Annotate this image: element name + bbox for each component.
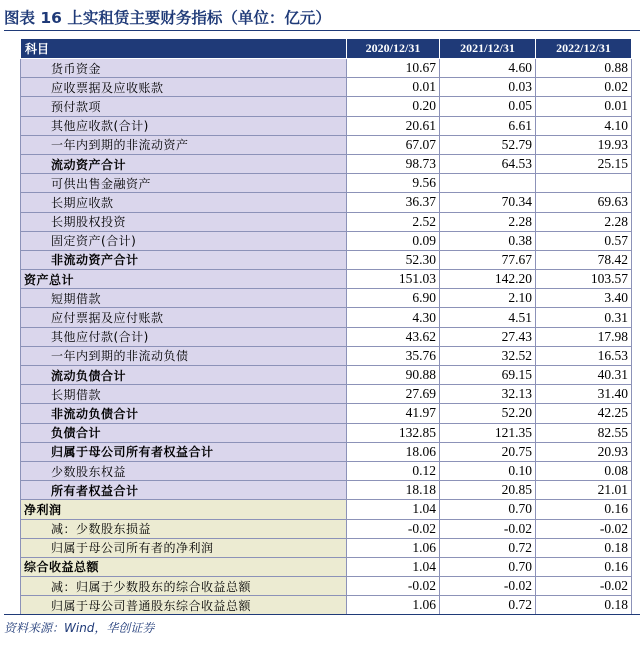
row-label: 减：少数股东损益 [21,519,347,538]
row-label: 短期借款 [21,289,347,308]
cell-2022: 17.98 [536,327,632,346]
cell-2020: 1.06 [347,596,440,615]
row-label: 一年内到期的非流动负债 [21,346,347,365]
cell-2022: 4.10 [536,116,632,135]
cell-2022: 0.18 [536,538,632,557]
cell-2021 [440,174,536,193]
cell-2020: 132.85 [347,423,440,442]
table-row [21,135,632,154]
table-row [21,212,632,231]
row-label: 所有者权益合计 [21,481,347,500]
cell-2020: 0.20 [347,97,440,116]
cell-2021: 0.03 [440,78,536,97]
cell-2022: 21.01 [536,481,632,500]
table-header-row [21,39,632,59]
cell-2022: -0.02 [536,577,632,596]
row-label: 负债合计 [21,423,347,442]
row-label: 归属于母公司所有者的净利润 [21,538,347,557]
figure-title: 图表 16 上实租赁主要财务指标（单位：亿元） [4,6,640,31]
cell-2021: 52.20 [440,404,536,423]
cell-2021: -0.02 [440,519,536,538]
cell-2020: 98.73 [347,154,440,173]
cell-2020: 36.37 [347,193,440,212]
cell-2020: 18.06 [347,442,440,461]
cell-2021: 77.67 [440,250,536,269]
cell-2021: 0.05 [440,97,536,116]
cell-2022: 0.01 [536,97,632,116]
table-row [21,461,632,480]
table-row-subtotal [21,481,632,500]
table-row [21,97,632,116]
row-label: 流动资产合计 [21,154,347,173]
row-label: 净利润 [21,500,347,519]
cell-2022: 19.93 [536,135,632,154]
cell-2022: 3.40 [536,289,632,308]
table-row-subtotal [21,250,632,269]
row-label: 减：归属于少数股东的综合收益总额 [21,577,347,596]
cell-2022: 0.08 [536,461,632,480]
cell-2022: 82.55 [536,423,632,442]
cell-2022: 0.31 [536,308,632,327]
table-row [21,346,632,365]
row-label: 固定资产(合计) [21,231,347,250]
cell-2021: 64.53 [440,154,536,173]
row-label: 资产总计 [21,270,347,289]
cell-2021: 142.20 [440,270,536,289]
row-label: 可供出售金融资产 [21,174,347,193]
cell-2020: 1.06 [347,538,440,557]
cell-2022: 20.93 [536,442,632,461]
table-row-subtotal [21,404,632,423]
table-row [21,308,632,327]
cell-2020: -0.02 [347,577,440,596]
cell-2021: 70.34 [440,193,536,212]
cell-2022: 0.88 [536,59,632,78]
cell-2022: 42.25 [536,404,632,423]
cell-2020: 35.76 [347,346,440,365]
cell-2021: 0.38 [440,231,536,250]
header-2020: 2020/12/31 [347,39,440,59]
row-label: 流动负债合计 [21,366,347,385]
cell-2021: 0.70 [440,557,536,576]
row-label: 应付票据及应付账款 [21,308,347,327]
cell-2020: 4.30 [347,308,440,327]
cell-2020: 52.30 [347,250,440,269]
cell-2022: 0.57 [536,231,632,250]
cell-2022: 31.40 [536,385,632,404]
row-label: 归属于母公司普通股东综合收益总额 [21,596,347,615]
cell-2020: 67.07 [347,135,440,154]
row-label: 非流动负债合计 [21,404,347,423]
cell-2020: 0.01 [347,78,440,97]
cell-2022: 2.28 [536,212,632,231]
header-2021: 2021/12/31 [440,39,536,59]
cell-2020: 1.04 [347,557,440,576]
cell-2021: 20.75 [440,442,536,461]
cell-2020: 0.09 [347,231,440,250]
cell-2021: 69.15 [440,366,536,385]
cell-2021: 32.52 [440,346,536,365]
cell-2021: -0.02 [440,577,536,596]
row-label: 长期借款 [21,385,347,404]
row-label: 非流动资产合计 [21,250,347,269]
table-row [21,193,632,212]
cell-2022: 40.31 [536,366,632,385]
cell-2021: 121.35 [440,423,536,442]
table-row-total [21,270,632,289]
table-row [21,538,632,557]
table-row-total [21,500,632,519]
table-row [21,385,632,404]
cell-2021: 0.10 [440,461,536,480]
cell-2020: 27.69 [347,385,440,404]
cell-2020: 20.61 [347,116,440,135]
cell-2020: 90.88 [347,366,440,385]
cell-2021: 0.70 [440,500,536,519]
table-row [21,289,632,308]
cell-2022: 25.15 [536,154,632,173]
header-2022: 2022/12/31 [536,39,632,59]
cell-2020: 18.18 [347,481,440,500]
row-label: 长期应收款 [21,193,347,212]
cell-2022: 16.53 [536,346,632,365]
table-row-subtotal [21,366,632,385]
table-row [21,577,632,596]
table-row-total [21,557,632,576]
cell-2021: 2.10 [440,289,536,308]
cell-2021: 27.43 [440,327,536,346]
cell-2022: 78.42 [536,250,632,269]
cell-2020: 151.03 [347,270,440,289]
cell-2022: 69.63 [536,193,632,212]
cell-2021: 4.60 [440,59,536,78]
table-row [21,327,632,346]
cell-2021: 52.79 [440,135,536,154]
cell-2020: -0.02 [347,519,440,538]
table-row [21,519,632,538]
cell-2020: 6.90 [347,289,440,308]
financial-table [20,38,632,615]
table-row [21,174,632,193]
row-label: 其他应付款(合计) [21,327,347,346]
cell-2022: 0.16 [536,500,632,519]
table-row [21,231,632,250]
cell-2021: 20.85 [440,481,536,500]
cell-2020: 10.67 [347,59,440,78]
cell-2021: 6.61 [440,116,536,135]
row-label: 其他应收款(合计) [21,116,347,135]
cell-2022 [536,174,632,193]
cell-2020: 0.12 [347,461,440,480]
table-row [21,116,632,135]
table-row [21,596,632,615]
row-label: 少数股东权益 [21,461,347,480]
cell-2022: 0.16 [536,557,632,576]
cell-2021: 0.72 [440,596,536,615]
table-row [21,78,632,97]
cell-2021: 0.72 [440,538,536,557]
row-label: 应收票据及应收账款 [21,78,347,97]
cell-2022: -0.02 [536,519,632,538]
row-label: 预付款项 [21,97,347,116]
source-note: 资料来源：Wind，华创证券 [4,614,640,641]
row-label: 归属于母公司所有者权益合计 [21,442,347,461]
cell-2020: 43.62 [347,327,440,346]
cell-2020: 1.04 [347,500,440,519]
cell-2020: 2.52 [347,212,440,231]
header-subject: 科目 [21,39,347,59]
cell-2022: 0.02 [536,78,632,97]
cell-2021: 2.28 [440,212,536,231]
row-label: 一年内到期的非流动资产 [21,135,347,154]
table-row-subtotal [21,154,632,173]
cell-2021: 32.13 [440,385,536,404]
row-label: 长期股权投资 [21,212,347,231]
row-label: 综合收益总额 [21,557,347,576]
cell-2020: 9.56 [347,174,440,193]
cell-2022: 103.57 [536,270,632,289]
table-row-subtotal [21,442,632,461]
table-row-subtotal [21,423,632,442]
cell-2021: 4.51 [440,308,536,327]
cell-2022: 0.18 [536,596,632,615]
table-row [21,59,632,78]
row-label: 货币资金 [21,59,347,78]
cell-2020: 41.97 [347,404,440,423]
